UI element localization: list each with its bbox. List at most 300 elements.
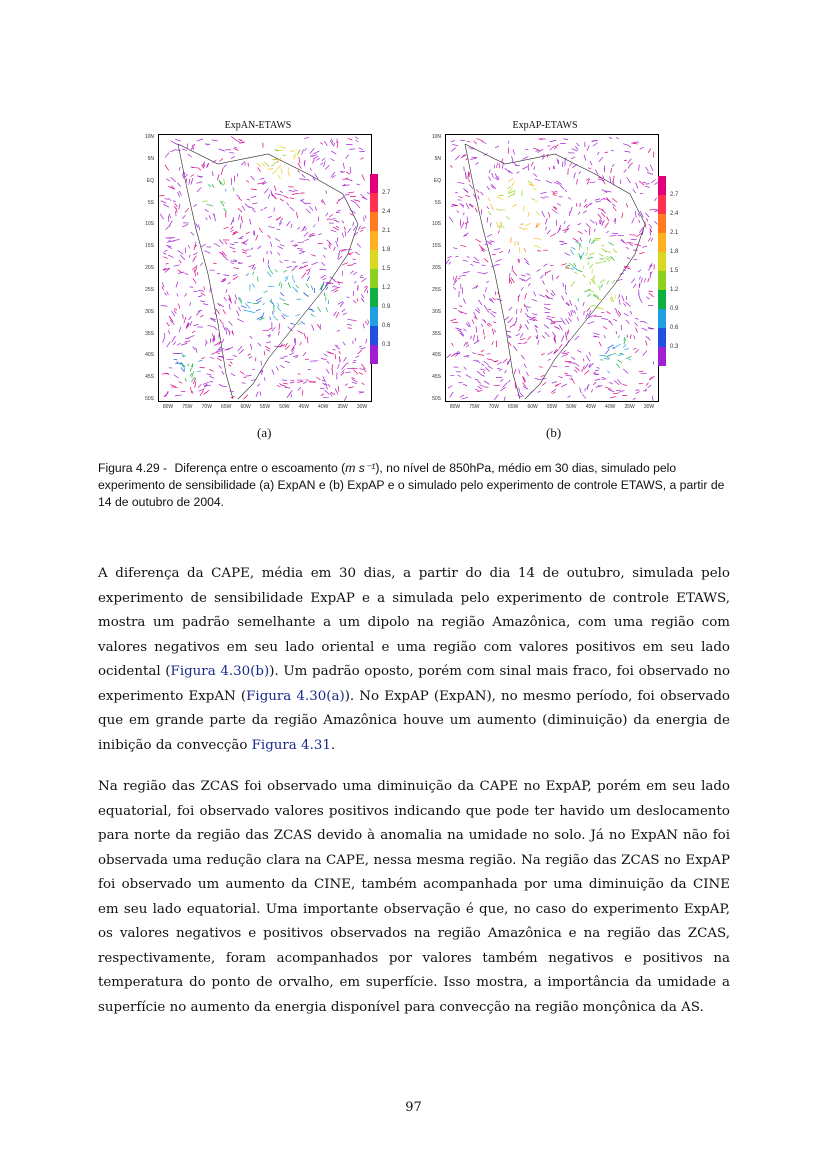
wind-vector	[307, 276, 310, 281]
wind-vector	[257, 384, 259, 387]
wind-vector	[521, 287, 524, 290]
wind-vector	[324, 248, 327, 250]
wind-vector	[587, 146, 589, 151]
wind-vector	[639, 371, 643, 372]
wind-vector	[354, 281, 356, 283]
wind-vector	[278, 252, 280, 255]
wind-vector	[534, 166, 535, 170]
wind-vector	[267, 272, 271, 277]
wind-vector	[540, 379, 547, 380]
wind-vector	[268, 235, 271, 238]
wind-vector	[213, 326, 217, 329]
wind-vector	[543, 264, 547, 267]
wind-vector	[598, 208, 604, 210]
wind-vector	[640, 321, 645, 322]
wind-vector	[455, 328, 461, 330]
wind-vector	[290, 353, 294, 355]
caption-text-2: ), no nível de 850hPa, médio em 30 dias, simulado pelo experimento de sensibilidade (a) ExpAN e (b) ExpAP e o simulado pelo experimento de controle ETAWS, a partir de 14 de outubro de 2004.	[98, 461, 725, 509]
wind-vector	[574, 310, 576, 313]
wind-vector	[311, 286, 312, 290]
wind-vector	[477, 354, 484, 356]
wind-vector	[352, 379, 358, 382]
wind-vector	[343, 178, 349, 180]
ref-figure-4-30b[interactable]: Figura 4.30(b)	[170, 664, 270, 679]
wind-vector	[304, 293, 308, 297]
wind-vector	[494, 385, 500, 386]
wind-vector	[510, 324, 515, 327]
panel-b-colorbar	[658, 176, 666, 366]
wind-vector	[494, 329, 496, 332]
wind-vector	[461, 225, 463, 229]
wind-vector	[630, 335, 631, 339]
colorbar-segment	[370, 174, 378, 193]
wind-vector	[490, 313, 495, 318]
wind-vector	[266, 342, 271, 343]
wind-vector	[453, 248, 457, 249]
colorbar-segment	[370, 250, 378, 269]
colorbar-segment	[370, 231, 378, 250]
wind-vector	[230, 230, 233, 232]
wind-vector	[259, 228, 262, 233]
wind-vector	[530, 391, 533, 393]
wind-vector	[484, 361, 489, 365]
wind-vector	[633, 259, 637, 260]
wind-vector	[223, 275, 229, 276]
wind-vector	[451, 148, 456, 152]
wind-vector	[488, 309, 491, 310]
wind-vector	[326, 190, 327, 193]
wind-vector	[368, 320, 369, 324]
colorbar-label: 0.6	[382, 323, 391, 329]
wind-vector	[583, 275, 586, 278]
wind-vector	[246, 250, 249, 251]
wind-vector	[571, 157, 575, 159]
wind-vector	[357, 298, 358, 301]
wind-vector	[505, 317, 509, 320]
wind-vector	[240, 223, 241, 229]
wind-vector	[302, 174, 305, 178]
wind-vector	[447, 256, 451, 258]
wind-vector	[205, 209, 209, 211]
wind-vector	[544, 307, 550, 310]
wind-vector	[328, 352, 334, 354]
wind-vector	[615, 308, 617, 311]
wind-vector	[342, 365, 346, 370]
wind-vector	[556, 276, 559, 279]
wind-vector	[583, 302, 584, 306]
wind-vector	[302, 226, 306, 231]
wind-vector	[219, 158, 223, 161]
wind-vector	[520, 333, 523, 337]
wind-vector	[323, 281, 324, 285]
wind-vector	[233, 276, 238, 279]
wind-vector	[275, 238, 280, 241]
wind-vector	[323, 278, 326, 280]
wind-vector	[326, 287, 328, 291]
colorbar-label: 0.9	[670, 306, 679, 312]
xtick-label: 75W	[469, 404, 480, 410]
wind-vector	[494, 249, 501, 251]
wind-vector	[322, 158, 325, 161]
wind-vector	[326, 369, 329, 374]
panel-a-vector-map	[158, 134, 372, 402]
wind-vector	[562, 354, 568, 356]
wind-vector	[328, 384, 330, 387]
wind-vector	[253, 272, 254, 275]
wind-vector	[650, 272, 651, 278]
wind-vector	[555, 191, 558, 192]
wind-vector	[630, 163, 633, 166]
wind-vector	[607, 354, 612, 356]
wind-vector	[597, 299, 602, 300]
wind-vector	[232, 331, 233, 335]
wind-vector	[463, 222, 464, 225]
wind-vector	[648, 337, 650, 340]
wind-vector	[363, 323, 364, 328]
wind-vector	[254, 231, 255, 236]
wind-vector	[169, 330, 170, 334]
wind-vector	[233, 268, 238, 269]
wind-vector	[305, 203, 310, 204]
wind-vector	[246, 232, 249, 234]
wind-vector	[238, 307, 240, 311]
wind-vector	[257, 163, 261, 167]
wind-vector	[566, 265, 570, 266]
wind-vector	[172, 311, 175, 316]
p1-text-3: ). No ExpAP (ExpAN), no mesmo período, foi observado que em grande parte da região Amazônica houve um aumento (diminuição) da energia de inibição da convecção	[98, 688, 730, 753]
wind-vector	[588, 321, 595, 323]
wind-vector	[177, 343, 180, 346]
ytick-label: 35S	[432, 330, 441, 337]
wind-vector	[527, 308, 528, 311]
wind-vector	[239, 349, 244, 353]
ytick-label: 50S	[145, 396, 154, 402]
wind-vector	[296, 212, 298, 218]
wind-vector	[623, 144, 627, 145]
wind-vector	[295, 314, 300, 315]
wind-vector	[467, 256, 470, 258]
wind-vector	[601, 245, 604, 246]
wind-vector	[182, 215, 185, 218]
wind-vector	[317, 307, 320, 312]
wind-vector	[226, 328, 227, 335]
wind-vector	[550, 140, 556, 142]
wind-vector	[326, 213, 328, 216]
wind-vector	[607, 256, 611, 259]
wind-vector	[282, 315, 285, 319]
wind-vector	[481, 192, 484, 195]
wind-vector	[323, 255, 325, 258]
wind-vector	[159, 195, 164, 196]
wind-vector	[256, 309, 261, 311]
wind-vector	[610, 397, 616, 398]
wind-vector	[612, 164, 614, 167]
wind-vector	[489, 177, 491, 181]
wind-vector	[522, 166, 528, 169]
wind-vector	[165, 165, 169, 171]
wind-vector	[635, 349, 638, 353]
figure-panel-b	[405, 120, 685, 410]
wind-vector	[598, 214, 602, 219]
wind-vector	[513, 346, 517, 351]
wind-vector	[311, 314, 315, 317]
wind-vector	[298, 387, 301, 390]
wind-vector	[470, 264, 473, 265]
wind-vector	[648, 278, 649, 282]
wind-vector	[193, 291, 197, 292]
wind-vector	[264, 162, 269, 166]
wind-vector	[636, 328, 638, 333]
wind-vector	[268, 216, 272, 217]
wind-vector	[466, 203, 469, 209]
wind-vector	[326, 282, 331, 283]
wind-vector	[469, 173, 470, 177]
wind-vector	[633, 348, 636, 350]
wind-vector	[576, 143, 579, 146]
wind-vector	[191, 232, 194, 235]
wind-vector	[316, 158, 320, 160]
wind-vector	[499, 369, 502, 371]
wind-vector	[196, 223, 198, 227]
wind-vector	[172, 336, 176, 342]
wind-vector	[596, 367, 599, 368]
wind-vector	[611, 168, 612, 173]
wind-vector	[278, 246, 283, 249]
ytick-label: 10S	[145, 221, 154, 228]
wind-vector	[352, 382, 357, 384]
wind-vector	[525, 293, 527, 299]
wind-vector	[224, 208, 227, 212]
wind-vector	[640, 211, 643, 217]
wind-vector	[299, 157, 300, 164]
wind-vector	[346, 179, 352, 181]
wind-vector	[476, 190, 479, 193]
wind-vector	[646, 336, 649, 338]
wind-vector	[605, 223, 609, 228]
wind-vector	[240, 371, 244, 374]
wind-vector	[348, 254, 351, 255]
colorbar-label: 0.3	[670, 344, 679, 350]
ytick-label: 10N	[431, 134, 441, 140]
wind-vector	[239, 214, 240, 220]
wind-vector	[203, 382, 209, 384]
wind-vector	[462, 397, 468, 399]
wind-vector	[512, 265, 513, 271]
wind-vector	[616, 364, 620, 368]
wind-vector	[190, 368, 191, 372]
wind-vector	[519, 247, 520, 253]
wind-vector	[490, 204, 493, 210]
wind-vector	[334, 143, 335, 146]
wind-vector	[229, 304, 230, 310]
wind-vector	[606, 349, 610, 354]
wind-vector	[335, 345, 339, 346]
wind-vector	[212, 140, 218, 141]
wind-vector	[305, 239, 309, 240]
wind-vector	[607, 217, 609, 222]
wind-vector	[214, 214, 215, 221]
wind-vector	[247, 256, 251, 257]
wind-vector	[304, 137, 309, 138]
wind-vector	[507, 187, 511, 189]
wind-vector	[264, 351, 265, 355]
wind-vector	[362, 174, 365, 180]
xtick-label: 60W	[527, 404, 538, 410]
wind-vector	[595, 199, 600, 201]
wind-vector	[262, 330, 266, 331]
wind-vector	[200, 315, 203, 317]
wind-vector	[184, 317, 186, 323]
wind-vector	[586, 203, 591, 207]
wind-vector	[207, 204, 213, 206]
wind-vector	[334, 290, 338, 292]
wind-vector	[219, 149, 225, 151]
ytick-label: EQ	[433, 177, 441, 184]
wind-vector	[188, 154, 192, 157]
wind-vector	[160, 214, 163, 219]
wind-vector	[364, 286, 366, 288]
wind-vector	[321, 359, 326, 360]
wind-vector	[508, 321, 511, 323]
wind-vector	[493, 361, 497, 362]
wind-vector	[604, 335, 606, 338]
wind-vector	[631, 278, 635, 283]
ref-figure-4-31[interactable]: Figura 4.31	[251, 737, 331, 753]
wind-vector	[244, 239, 248, 243]
wind-vector	[478, 196, 479, 200]
wind-vector	[306, 283, 309, 287]
wind-vector	[568, 197, 570, 199]
wind-vector	[500, 387, 505, 391]
wind-vector	[492, 312, 496, 314]
wind-vector	[361, 228, 366, 229]
wind-vector	[268, 194, 270, 198]
wind-vector	[260, 178, 265, 179]
wind-vector	[343, 313, 347, 315]
wind-vector	[270, 317, 271, 320]
ytick-label: 40S	[432, 352, 441, 359]
wind-vector	[571, 357, 575, 360]
wind-vector	[593, 382, 596, 385]
wind-vector	[350, 271, 353, 274]
wind-vector	[460, 395, 464, 398]
wind-vector	[575, 363, 579, 366]
caption-label: Figura 4.29 -	[98, 461, 168, 475]
wind-vector	[340, 171, 343, 172]
wind-vector	[646, 218, 648, 221]
wind-vector	[473, 261, 480, 263]
wind-vector	[512, 182, 515, 187]
wind-vector	[332, 286, 335, 288]
panel-a-title: ExpAN-ETAWS	[224, 120, 292, 131]
wind-vector	[345, 384, 348, 386]
wind-vector	[165, 153, 169, 158]
wind-vector	[481, 364, 484, 366]
xtick-label: 40W	[605, 404, 616, 410]
wind-vector	[466, 223, 467, 229]
wind-vector	[178, 270, 182, 273]
wind-vector	[359, 346, 362, 347]
wind-vector	[339, 196, 344, 200]
wind-vector	[518, 343, 522, 344]
wind-vector	[561, 335, 564, 341]
xtick-label: 75W	[182, 404, 193, 410]
wind-vector	[594, 229, 595, 232]
wind-vector	[524, 364, 526, 368]
wind-vector	[305, 148, 307, 151]
wind-vector	[242, 206, 245, 211]
wind-vector	[238, 346, 242, 351]
wind-vector	[336, 312, 339, 318]
wind-vector	[530, 185, 534, 186]
wind-vector	[359, 372, 363, 374]
wind-vector	[570, 207, 572, 213]
wind-vector	[616, 390, 621, 391]
wind-vector	[353, 227, 356, 231]
wind-vector	[607, 280, 609, 284]
wind-vector	[546, 181, 552, 184]
ytick-label: 30S	[145, 308, 154, 315]
wind-vector	[353, 300, 356, 303]
wind-vector	[306, 209, 311, 213]
wind-vector	[344, 396, 347, 402]
wind-vector	[280, 244, 284, 246]
wind-vector	[281, 283, 282, 288]
wind-vector	[584, 370, 589, 374]
wind-vector	[500, 379, 503, 382]
wind-vector	[460, 140, 465, 141]
wind-vector	[651, 238, 653, 241]
wind-vector	[360, 348, 365, 349]
wind-vector	[516, 309, 517, 314]
wind-vector	[532, 299, 537, 301]
wind-vector	[590, 305, 595, 306]
wind-vector	[219, 239, 223, 244]
wind-vector	[553, 194, 557, 196]
wind-vector	[642, 328, 647, 331]
wind-vector	[519, 388, 520, 392]
wind-vector	[492, 341, 494, 344]
wind-vector	[243, 377, 246, 378]
wind-vector	[359, 148, 363, 150]
wind-vector	[609, 242, 614, 245]
wind-vector	[202, 201, 207, 202]
wind-vector	[174, 375, 179, 378]
wind-vector	[474, 257, 479, 261]
wind-vector	[312, 176, 315, 182]
wind-vector	[330, 393, 332, 396]
wind-vector	[639, 297, 642, 302]
wind-vector	[276, 366, 278, 370]
wind-vector	[569, 312, 571, 317]
wind-vector	[487, 234, 492, 237]
wind-vector	[635, 211, 636, 218]
wind-vector	[455, 256, 458, 257]
figure-caption	[98, 460, 730, 511]
wind-vector	[207, 325, 212, 326]
wind-vector	[219, 347, 221, 349]
wind-vector	[469, 185, 473, 189]
wind-vector	[163, 338, 165, 342]
wind-vector	[601, 319, 608, 320]
wind-vector	[193, 252, 197, 255]
wind-vector	[515, 241, 516, 246]
xtick-label: 70W	[201, 404, 212, 410]
wind-vector	[525, 278, 531, 282]
ref-figure-4-30a[interactable]: Figura 4.30(a)	[246, 688, 345, 704]
wind-vector	[331, 151, 336, 154]
wind-vector	[466, 356, 469, 357]
